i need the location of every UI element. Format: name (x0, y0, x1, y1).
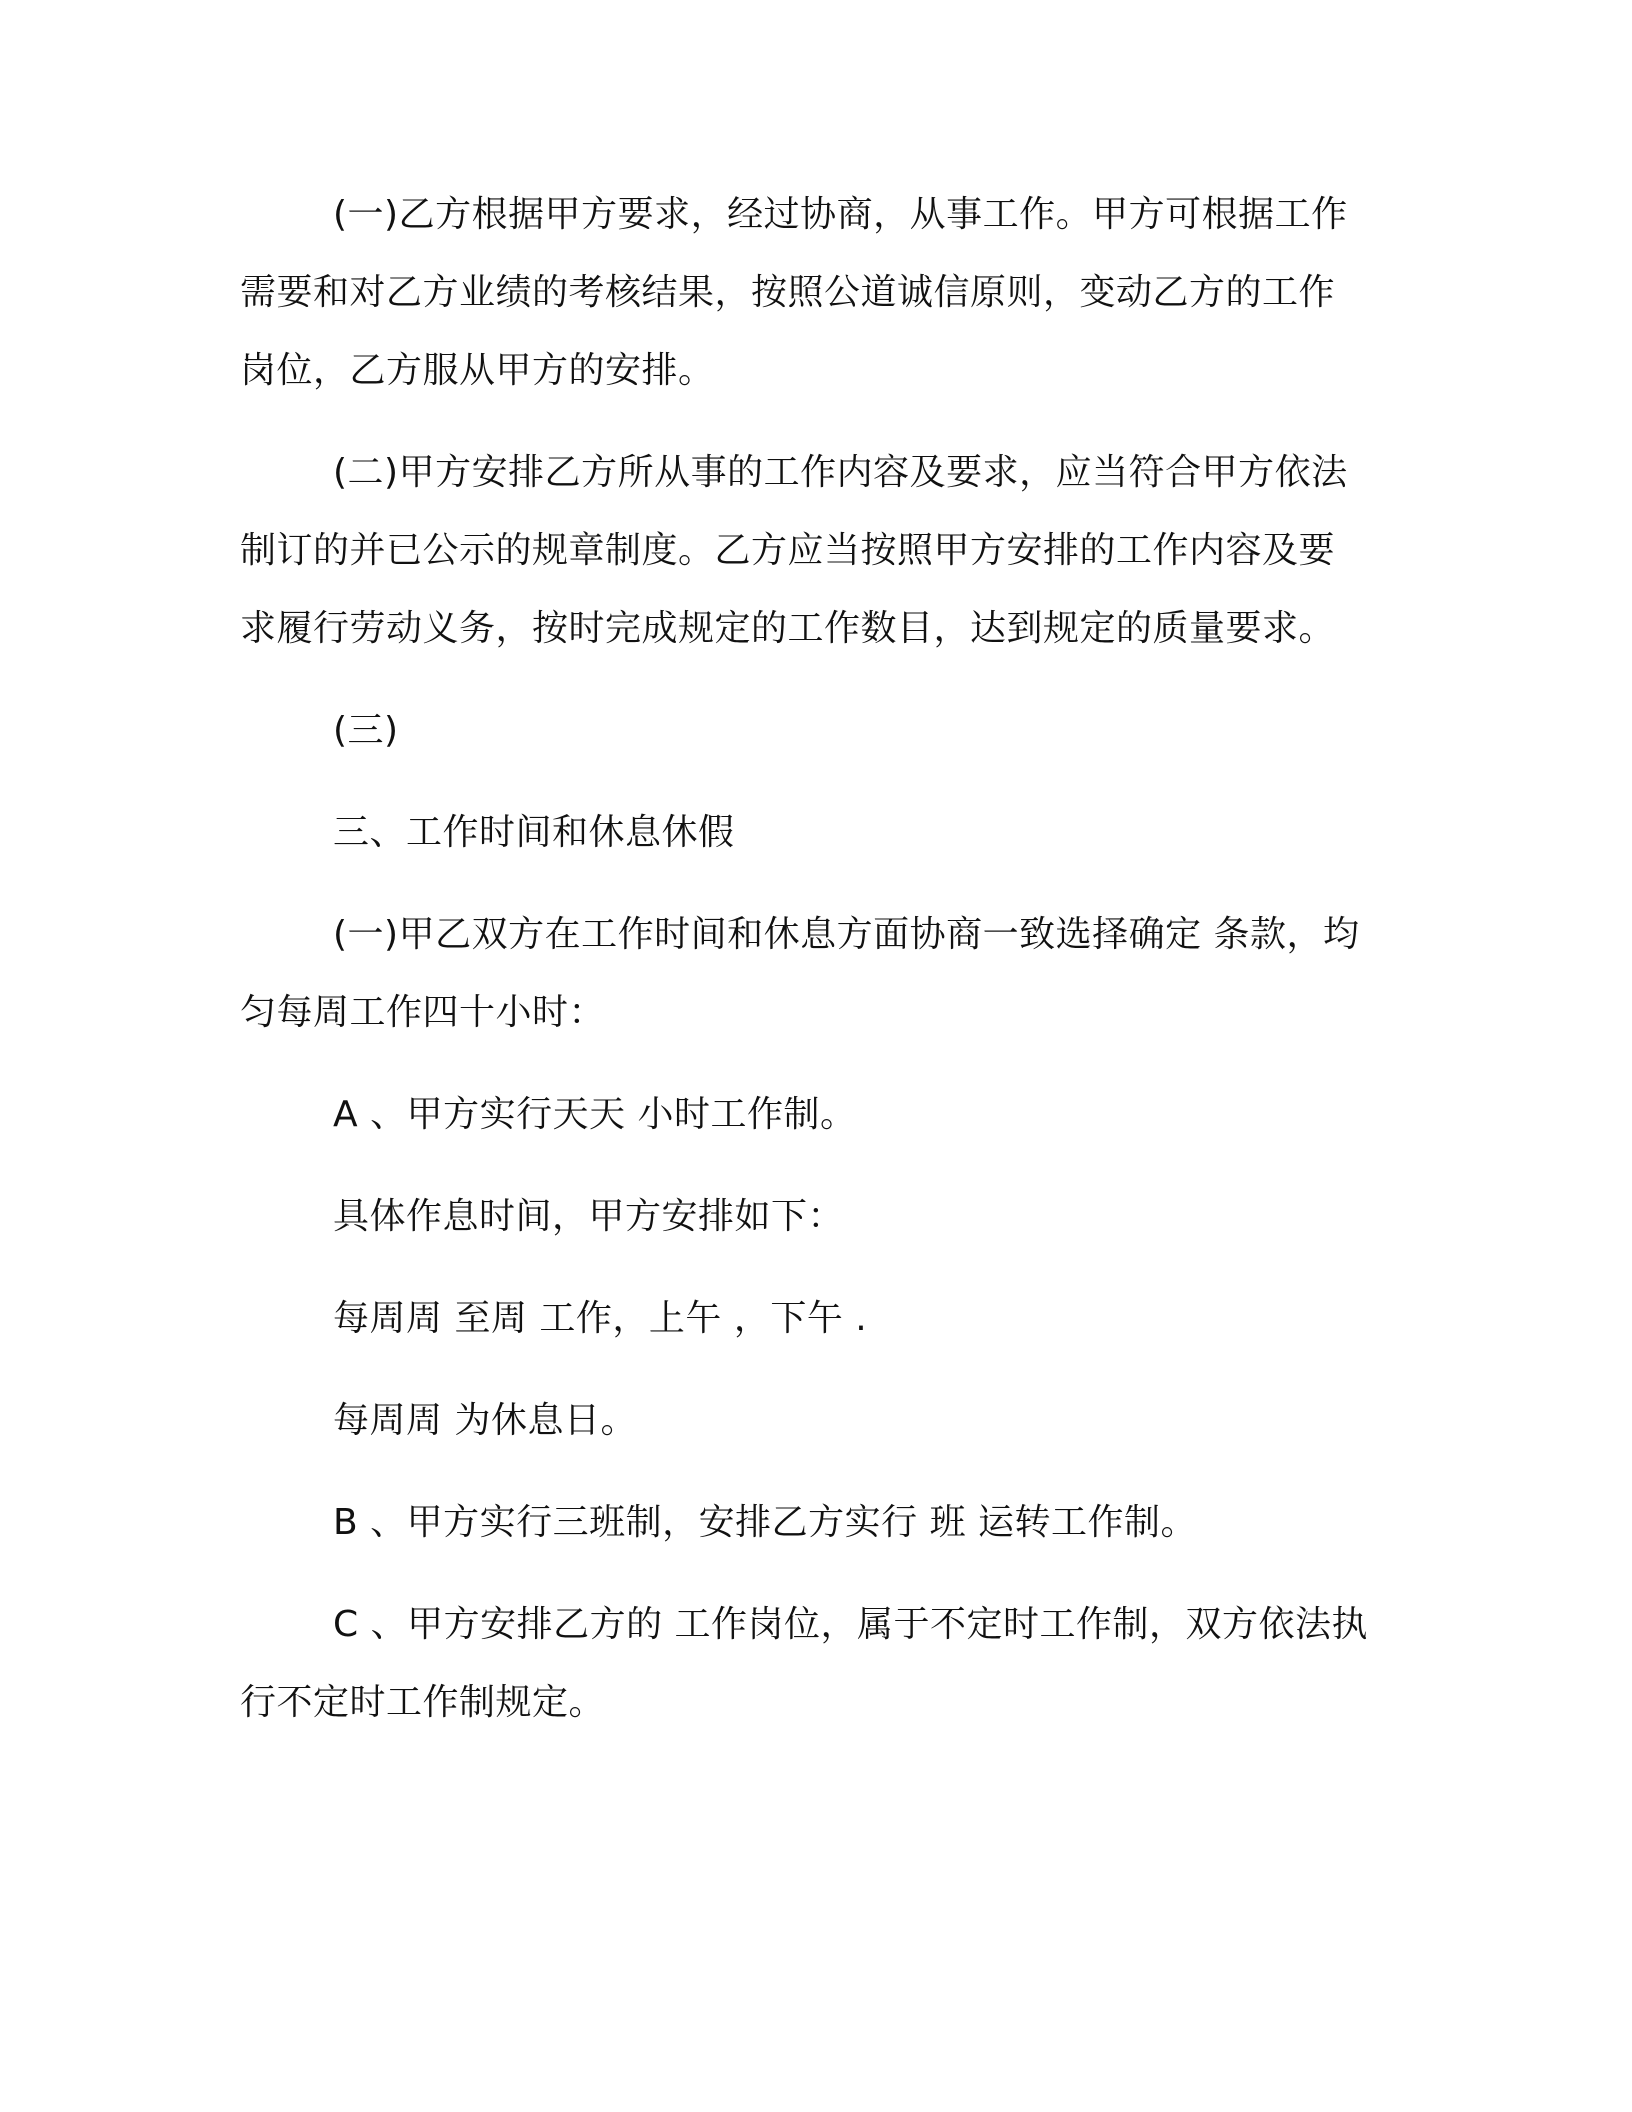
option-b: B 、甲方实行三班制，安排乙方实行 班 运转工作制。 (333, 1502, 1198, 1543)
clause-2-line-2: 制订的并已公示的规章制度。乙方应当按照甲方安排的工作内容及要 (240, 530, 1336, 571)
section-heading-work-hours: 三、工作时间和休息休假 (333, 812, 735, 853)
schedule-intro: 具体作息时间，甲方安排如下： (333, 1196, 845, 1237)
clause-2-line-1: (二)甲方安排乙方所从事的工作内容及要求，应当符合甲方依法 (333, 452, 1348, 493)
weekly-work-days: 每周周 至周 工作，上午 ，下午 . (333, 1298, 868, 1339)
option-c-line-2: 行不定时工作制规定。 (240, 1682, 606, 1723)
clause-1-line-2: 需要和对乙方业绩的考核结果，按照公道诚信原则，变动乙方的工作 (240, 272, 1336, 313)
clause-2-line-3: 求履行劳动义务，按时完成规定的工作数目，达到规定的质量要求。 (240, 608, 1336, 649)
clause-1-line-3: 岗位，乙方服从甲方的安排。 (240, 350, 715, 391)
work-hours-clause-1-line-1: (一)甲乙双方在工作时间和休息方面协商一致选择确定 条款，均 (333, 914, 1360, 955)
weekly-rest-day: 每周周 为休息日。 (333, 1400, 637, 1441)
work-hours-clause-1-line-2: 匀每周工作四十小时： (240, 992, 606, 1033)
option-c-line-1: C 、甲方安排乙方的 工作岗位，属于不定时工作制，双方依法执 (333, 1604, 1369, 1645)
clause-1-line-1: (一)乙方根据甲方要求，经过协商，从事工作。甲方可根据工作 (333, 194, 1348, 235)
option-a: A 、甲方实行天天 小时工作制。 (333, 1094, 857, 1135)
clause-3: (三) (333, 710, 399, 751)
